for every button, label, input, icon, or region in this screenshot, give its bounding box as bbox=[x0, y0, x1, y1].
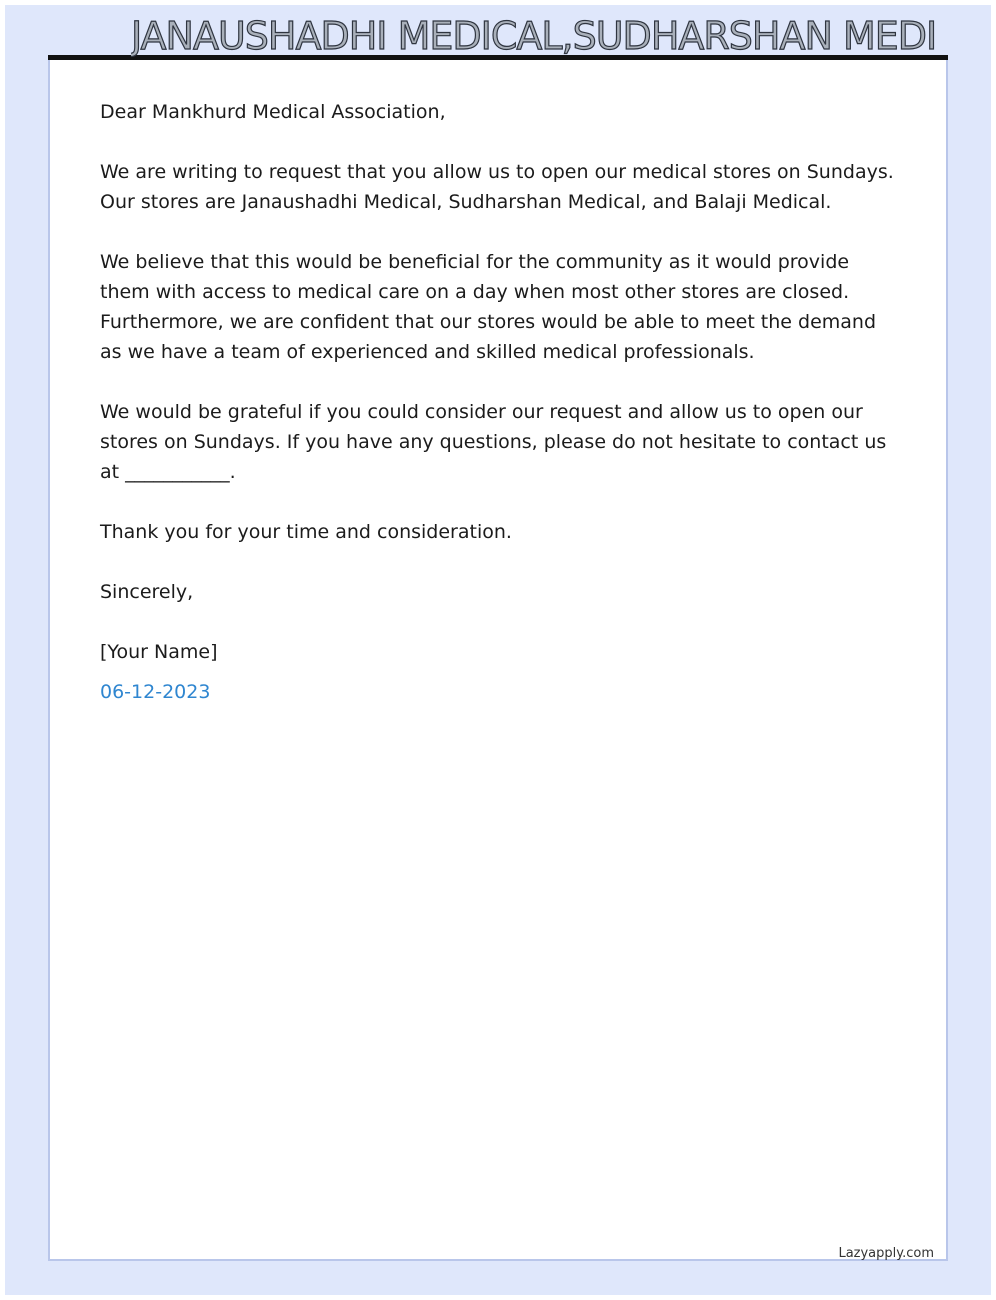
watermark: Lazyapply.com bbox=[838, 1246, 934, 1261]
letter-date: 06-12-2023 bbox=[100, 681, 211, 703]
signature-name: [Your Name] bbox=[100, 641, 218, 663]
salutation: Dear Mankhurd Medical Association, bbox=[100, 101, 446, 123]
letter-body bbox=[100, 97, 900, 707]
paragraph-benefit: We believe that this would be beneficial for the community as it would provide them with access to medical care on a day when most other stores are closed. Furthermore, we are confident that our stores would be able to meet the demand as we have a team of experienced and skilled medical professionals. bbox=[100, 251, 877, 363]
closing: Sincerely, bbox=[100, 581, 194, 603]
paragraph-thanks: Thank you for your time and consideration. bbox=[100, 521, 512, 543]
header-title: JANAUSHADHI MEDICAL,SUDHARSHAN MEDI bbox=[131, 14, 937, 58]
paragraph-request: We are writing to request that you allow us to open our medical stores on Sundays. Our stores are Janaushadhi Medical, Sudharshan Medical, and Balaji Medical. bbox=[100, 161, 894, 213]
paragraph-contact: We would be grateful if you could consider our request and allow us to open our stores on Sundays. If you have any questions, please do not hesitate to contact us at ___________. bbox=[100, 401, 887, 483]
